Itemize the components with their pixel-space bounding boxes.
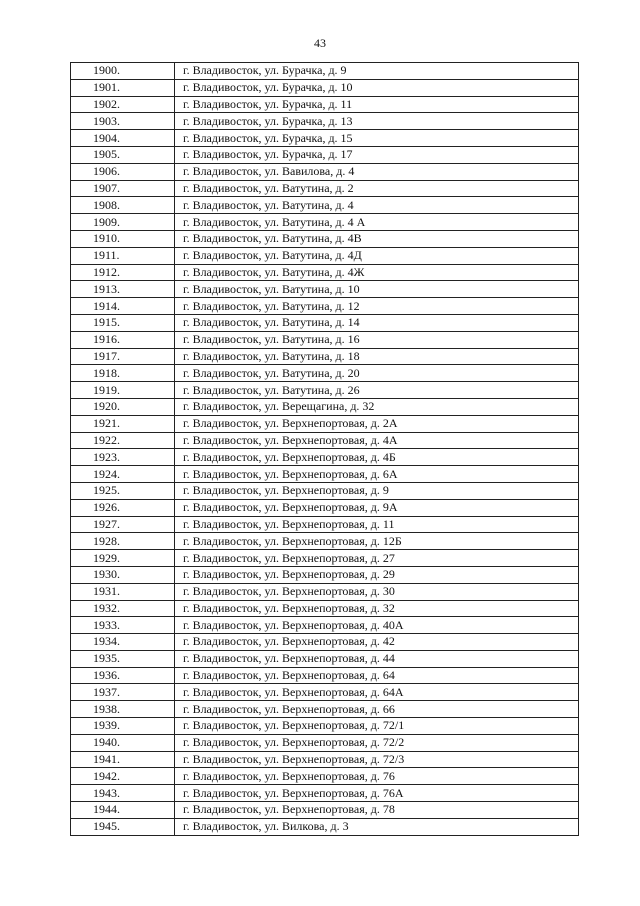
table-row xyxy=(71,818,579,835)
row-number: 1909. xyxy=(71,214,175,231)
table-row xyxy=(71,113,579,130)
row-number: 1911. xyxy=(71,247,175,264)
table-row xyxy=(71,314,579,331)
table-row xyxy=(71,634,579,651)
table-row xyxy=(71,466,579,483)
row-address: г. Владивосток, ул. Верещагина, д. 32 xyxy=(175,398,579,415)
table-row xyxy=(71,146,579,163)
row-number: 1936. xyxy=(71,667,175,684)
row-number: 1914. xyxy=(71,298,175,315)
table-row xyxy=(71,533,579,550)
row-number: 1922. xyxy=(71,432,175,449)
row-address: г. Владивосток, ул. Ватутина, д. 14 xyxy=(175,314,579,331)
row-address: г. Владивосток, ул. Верхнепортовая, д. 64 xyxy=(175,667,579,684)
table-row xyxy=(71,130,579,147)
row-address: г. Владивосток, ул. Ватутина, д. 20 xyxy=(175,365,579,382)
row-address: г. Владивосток, ул. Верхнепортовая, д. 2А xyxy=(175,415,579,432)
table-row xyxy=(71,566,579,583)
table-row xyxy=(71,331,579,348)
table-row xyxy=(71,163,579,180)
row-address: г. Владивосток, ул. Верхнепортовая, д. 72/1 xyxy=(175,718,579,735)
table-row xyxy=(71,214,579,231)
row-number: 1907. xyxy=(71,180,175,197)
row-number: 1920. xyxy=(71,398,175,415)
row-address: г. Владивосток, ул. Ватутина, д. 4Ж xyxy=(175,264,579,281)
table-row xyxy=(71,382,579,399)
row-address: г. Владивосток, ул. Бурачка, д. 9 xyxy=(175,63,579,80)
row-number: 1908. xyxy=(71,197,175,214)
row-number: 1939. xyxy=(71,718,175,735)
row-address: г. Владивосток, ул. Бурачка, д. 17 xyxy=(175,146,579,163)
row-address: г. Владивосток, ул. Верхнепортовая, д. 78 xyxy=(175,802,579,819)
row-address: г. Владивосток, ул. Вавилова, д. 4 xyxy=(175,163,579,180)
table-row xyxy=(71,281,579,298)
row-address: г. Владивосток, ул. Ватутина, д. 2 xyxy=(175,180,579,197)
row-number: 1905. xyxy=(71,146,175,163)
table-row xyxy=(71,79,579,96)
row-number: 1919. xyxy=(71,382,175,399)
row-number: 1913. xyxy=(71,281,175,298)
table-row xyxy=(71,734,579,751)
row-address: г. Владивосток, ул. Ватутина, д. 4 А xyxy=(175,214,579,231)
row-address: г. Владивосток, ул. Верхнепортовая, д. 72/3 xyxy=(175,751,579,768)
row-address: г. Владивосток, ул. Ватутина, д. 4В xyxy=(175,230,579,247)
row-address: г. Владивосток, ул. Верхнепортовая, д. 29 xyxy=(175,566,579,583)
row-number: 1945. xyxy=(71,818,175,835)
row-number: 1906. xyxy=(71,163,175,180)
row-number: 1927. xyxy=(71,516,175,533)
row-number: 1918. xyxy=(71,365,175,382)
row-number: 1917. xyxy=(71,348,175,365)
table-row xyxy=(71,684,579,701)
row-number: 1910. xyxy=(71,230,175,247)
row-number: 1935. xyxy=(71,650,175,667)
row-number: 1916. xyxy=(71,331,175,348)
row-number: 1933. xyxy=(71,617,175,634)
row-address: г. Владивосток, ул. Верхнепортовая, д. 9А xyxy=(175,499,579,516)
table-row xyxy=(71,600,579,617)
address-table-body xyxy=(71,63,579,836)
row-address: г. Владивосток, ул. Верхнепортовая, д. 12Б xyxy=(175,533,579,550)
row-number: 1942. xyxy=(71,768,175,785)
table-row xyxy=(71,667,579,684)
row-address: г. Владивосток, ул. Ватутина, д. 4 xyxy=(175,197,579,214)
row-number: 1926. xyxy=(71,499,175,516)
row-number: 1934. xyxy=(71,634,175,651)
row-address: г. Владивосток, ул. Ватутина, д. 10 xyxy=(175,281,579,298)
row-number: 1943. xyxy=(71,785,175,802)
row-address: г. Владивосток, ул. Ватутина, д. 18 xyxy=(175,348,579,365)
table-row xyxy=(71,63,579,80)
row-number: 1931. xyxy=(71,583,175,600)
table-row xyxy=(71,482,579,499)
row-number: 1937. xyxy=(71,684,175,701)
row-address: г. Владивосток, ул. Верхнепортовая, д. 64А xyxy=(175,684,579,701)
table-row xyxy=(71,516,579,533)
row-number: 1902. xyxy=(71,96,175,113)
table-row xyxy=(71,180,579,197)
row-number: 1925. xyxy=(71,482,175,499)
row-address: г. Владивосток, ул. Верхнепортовая, д. 66 xyxy=(175,701,579,718)
table-row xyxy=(71,499,579,516)
row-number: 1929. xyxy=(71,550,175,567)
table-row xyxy=(71,415,579,432)
row-address: г. Владивосток, ул. Верхнепортовая, д. 76 xyxy=(175,768,579,785)
row-address: г. Владивосток, ул. Вилкова, д. 3 xyxy=(175,818,579,835)
table-row xyxy=(71,298,579,315)
page-number: 43 xyxy=(314,36,326,50)
row-address: г. Владивосток, ул. Верхнепортовая, д. 9 xyxy=(175,482,579,499)
row-address: г. Владивосток, ул. Верхнепортовая, д. 11 xyxy=(175,516,579,533)
row-number: 1921. xyxy=(71,415,175,432)
table-row xyxy=(71,96,579,113)
row-number: 1915. xyxy=(71,314,175,331)
row-address: г. Владивосток, ул. Верхнепортовая, д. 30 xyxy=(175,583,579,600)
table-row xyxy=(71,718,579,735)
row-number: 1923. xyxy=(71,449,175,466)
row-address: г. Владивосток, ул. Бурачка, д. 13 xyxy=(175,113,579,130)
row-address: г. Владивосток, ул. Верхнепортовая, д. 6А xyxy=(175,466,579,483)
row-address: г. Владивосток, ул. Ватутина, д. 12 xyxy=(175,298,579,315)
row-address: г. Владивосток, ул. Верхнепортовая, д. 27 xyxy=(175,550,579,567)
table-row xyxy=(71,785,579,802)
table-row xyxy=(71,802,579,819)
table-row xyxy=(71,398,579,415)
table-row xyxy=(71,264,579,281)
table-row xyxy=(71,365,579,382)
row-address: г. Владивосток, ул. Бурачка, д. 11 xyxy=(175,96,579,113)
row-address: г. Владивосток, ул. Ватутина, д. 26 xyxy=(175,382,579,399)
row-number: 1912. xyxy=(71,264,175,281)
table-row xyxy=(71,650,579,667)
row-address: г. Владивосток, ул. Верхнепортовая, д. 72/2 xyxy=(175,734,579,751)
row-address: г. Владивосток, ул. Верхнепортовая, д. 44 xyxy=(175,650,579,667)
table-row xyxy=(71,751,579,768)
row-address: г. Владивосток, ул. Верхнепортовая, д. 4Б xyxy=(175,449,579,466)
row-address: г. Владивосток, ул. Верхнепортовая, д. 42 xyxy=(175,634,579,651)
row-address: г. Владивосток, ул. Верхнепортовая, д. 4А xyxy=(175,432,579,449)
row-number: 1928. xyxy=(71,533,175,550)
table-row xyxy=(71,247,579,264)
table-row xyxy=(71,617,579,634)
row-number: 1903. xyxy=(71,113,175,130)
row-number: 1944. xyxy=(71,802,175,819)
table-row xyxy=(71,550,579,567)
row-address: г. Владивосток, ул. Бурачка, д. 10 xyxy=(175,79,579,96)
table-row xyxy=(71,432,579,449)
address-table xyxy=(70,62,579,836)
row-number: 1938. xyxy=(71,701,175,718)
row-address: г. Владивосток, ул. Ватутина, д. 16 xyxy=(175,331,579,348)
table-row xyxy=(71,768,579,785)
row-address: г. Владивосток, ул. Верхнепортовая, д. 76А xyxy=(175,785,579,802)
row-number: 1904. xyxy=(71,130,175,147)
row-address: г. Владивосток, ул. Ватутина, д. 4Д xyxy=(175,247,579,264)
row-number: 1940. xyxy=(71,734,175,751)
table-row xyxy=(71,230,579,247)
row-number: 1901. xyxy=(71,79,175,96)
row-address: г. Владивосток, ул. Верхнепортовая, д. 32 xyxy=(175,600,579,617)
row-address: г. Владивосток, ул. Бурачка, д. 15 xyxy=(175,130,579,147)
table-row xyxy=(71,701,579,718)
row-number: 1932. xyxy=(71,600,175,617)
row-address: г. Владивосток, ул. Верхнепортовая, д. 40А xyxy=(175,617,579,634)
row-number: 1900. xyxy=(71,63,175,80)
row-number: 1924. xyxy=(71,466,175,483)
table-row xyxy=(71,197,579,214)
row-number: 1941. xyxy=(71,751,175,768)
table-row xyxy=(71,348,579,365)
table-row xyxy=(71,583,579,600)
row-number: 1930. xyxy=(71,566,175,583)
table-row xyxy=(71,449,579,466)
